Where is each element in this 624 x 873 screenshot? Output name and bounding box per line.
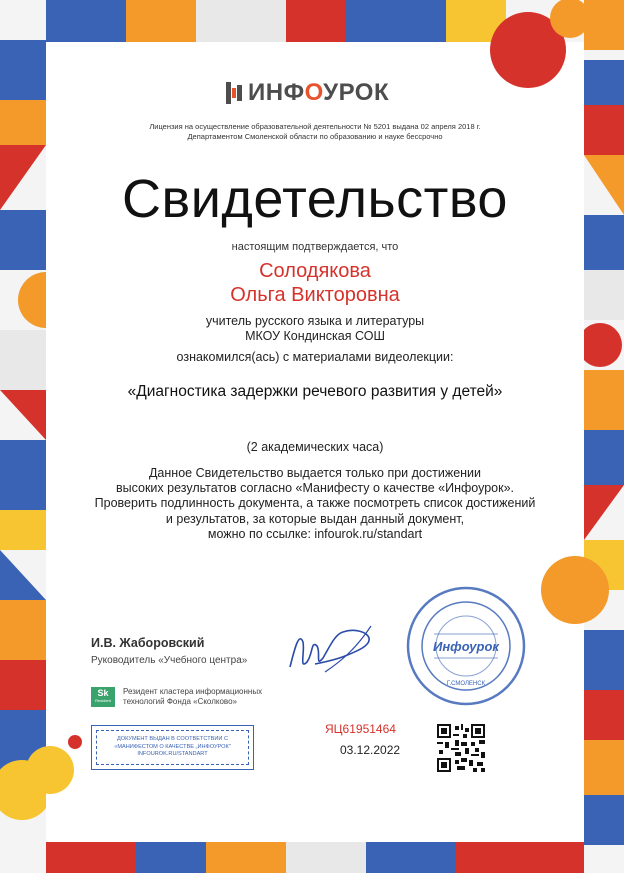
qr-code-icon xyxy=(437,724,485,772)
manifest-badge: ДОКУМЕНТ ВЫДАН В СООТВЕТСТВИИ С «МАНИФЕСТОМ О КАЧЕСТВЕ „ИНФОУРОК" INFOUROK.RU/STANDART xyxy=(91,725,254,770)
stamp-center-text: Инфоурок xyxy=(432,639,500,654)
course-hours: (2 академических часа) xyxy=(246,440,384,454)
recipient-position: учитель русского языка и литературы МКОУ Кондинская СОШ xyxy=(205,314,425,343)
issue-date: 03.12.2022 xyxy=(340,743,401,757)
logo-mark-icon xyxy=(226,82,242,104)
verification-notice: Данное Свидетельство выдается только при достижении высоких результатов согласно «Манифесту о качестве «Инфоурок». Проверить подлинность документа, а также посмотреть список достижений и результатов, за которые выдан данный документ, можно по ссылке: infourok.ru/standart xyxy=(94,466,536,541)
skolkovo-logo-icon: Sk Resident xyxy=(91,687,115,707)
logo-text: ИНФОУРОК xyxy=(248,79,390,106)
skolkovo-resident-badge xyxy=(91,687,273,707)
signer-role: Руководитель «Учебного центра» xyxy=(91,655,248,666)
acknowledgement-text: ознакомился(ась) с материалами видеолекции: xyxy=(176,350,454,364)
certificate-title: Свидетельство xyxy=(122,169,508,229)
stamp-city-text: Г.СМОЛЕНСК xyxy=(446,681,486,687)
registration-number: ЯЦ61951464 xyxy=(325,722,396,736)
confirm-text: настоящим подтверждается, что xyxy=(231,241,399,253)
infourok-logo xyxy=(226,78,389,108)
seal-stamp-image xyxy=(404,584,528,708)
recipient-name: Солодякова Ольга Викторовна xyxy=(230,260,400,306)
license-text: Лицензия на осуществление образовательной деятельности № 5201 выдана 02 апреля 2018 г. Департаментом Смоленской области по образованию и науке бессрочно xyxy=(149,122,481,141)
skolkovo-text: Резидент кластера информационных технологий Фонда «Сколково» xyxy=(123,687,263,706)
signature-image xyxy=(285,612,375,682)
signer-name: И.В. Жаборовский xyxy=(91,636,205,650)
course-title: «Диагностика задержки речевого развития у детей» xyxy=(127,383,503,400)
